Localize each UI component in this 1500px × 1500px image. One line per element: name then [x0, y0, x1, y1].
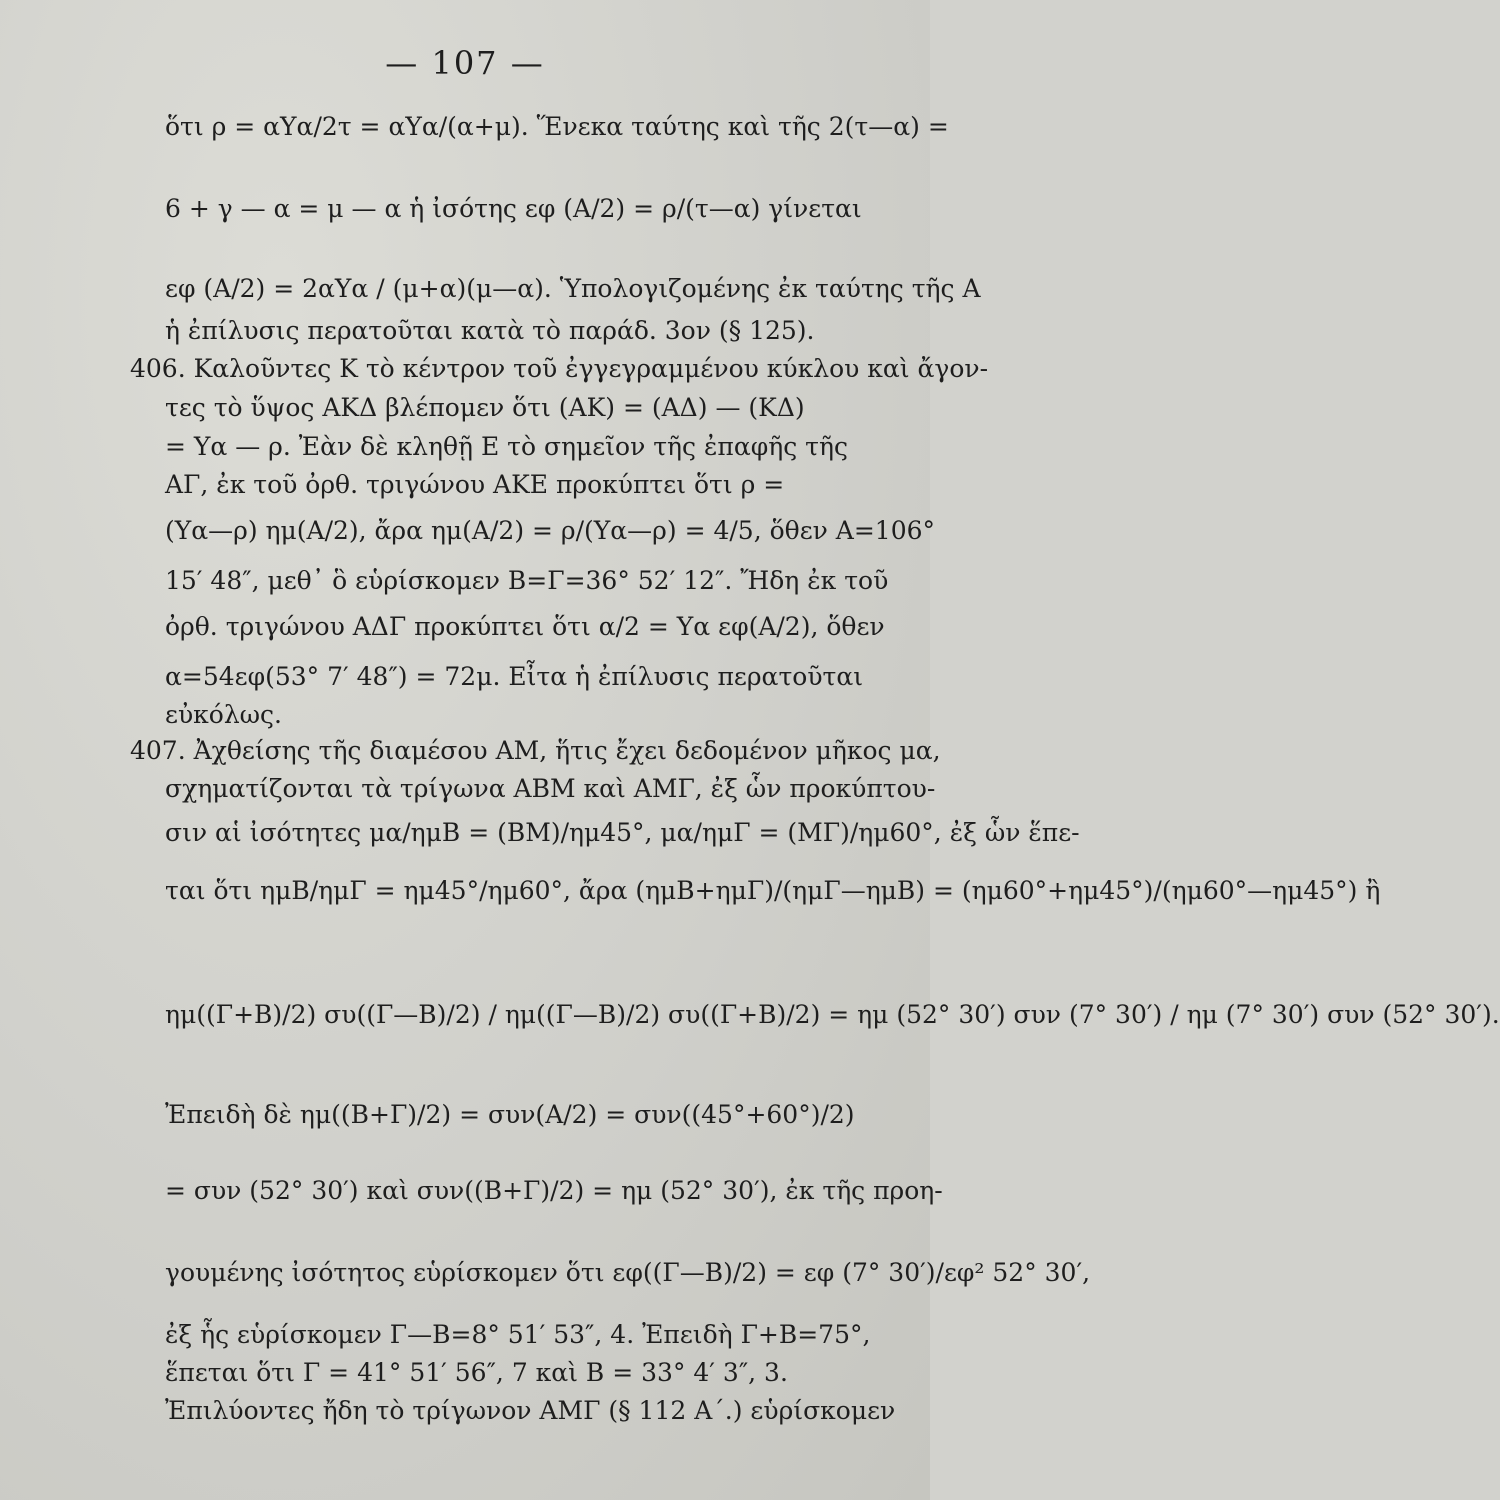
text-line-16: σιν αἱ ἰσότητες μα/ημΒ = (ΒΜ)/ημ45°, μα/ημΓ = (ΜΓ)/ημ60°, ἐξ ὧν ἕπε- [165, 818, 1080, 847]
text-line-18: ημ((Γ+Β)/2) συ((Γ—Β)/2) / ημ((Γ—Β)/2) συ((Γ+Β)/2) = ημ (52° 30′) συν (7° 30′) / ημ (7° 30′) συν (52° 30′). [165, 1000, 1500, 1029]
text-line-1: ὅτι ρ = αΥα/2τ = αΥα/(α+μ). Ἕνεκα ταύτης καὶ τῆς 2(τ—α) = [165, 112, 949, 141]
text-line-15: σχηματίζονται τὰ τρίγωνα ΑΒΜ καὶ ΑΜΓ, ἐξ ὧν προκύπτου- [165, 774, 936, 803]
text-line-4: ἡ ἐπίλυσις περατοῦται κατὰ τὸ παράδ. 3ον (§ 125). [165, 316, 815, 345]
text-line-8: ΑΓ, ἐκ τοῦ ὀρθ. τριγώνου ΑΚΕ προκύπτει ὅτι ρ = [165, 470, 785, 499]
text-line-11: ὀρθ. τριγώνου ΑΔΓ προκύπτει ὅτι α/2 = Υα εφ(Α/2), ὅθεν [165, 612, 885, 641]
text-line-19: Ἐπειδὴ δὲ ημ((Β+Γ)/2) = συν(Α/2) = συν((45°+60°)/2) [165, 1100, 855, 1129]
text-line-13: εὐκόλως. [165, 700, 283, 729]
text-line-7: = Υα — ρ. Ἐὰν δὲ κληθῇ Ε τὸ σημεῖον τῆς ἐπαφῆς τῆς [165, 432, 848, 461]
text-line-10: 15′ 48″, μεθ᾽ ὃ εὑρίσκομεν Β=Γ=36° 52′ 12″. Ἤδη ἐκ τοῦ [165, 566, 889, 595]
text-line-5: 406. Καλοῦντες Κ τὸ κέντρον τοῦ ἐγγεγραμμένου κύκλου καὶ ἄγον- [130, 354, 989, 383]
text-line-22: ἐξ ἧς εὑρίσκομεν Γ—Β=8° 51′ 53″, 4. Ἐπειδὴ Γ+Β=75°, [165, 1320, 871, 1349]
page-number: — 107 — [385, 44, 545, 82]
text-line-6: τες τὸ ὕψος ΑΚΔ βλέπομεν ὅτι (ΑΚ) = (ΑΔ) — (ΚΔ) [165, 393, 805, 422]
text-line-20: = συν (52° 30′) καὶ συν((Β+Γ)/2) = ημ (52° 30′), ἐκ τῆς προη- [165, 1176, 943, 1205]
text-line-3: εφ (Α/2) = 2αΥα / (μ+α)(μ—α). Ὑπολογιζομένης ἐκ ταύτης τῆς Α [165, 274, 981, 303]
text-line-12: α=54εφ(53° 7′ 48″) = 72μ. Εἶτα ἡ ἐπίλυσις περατοῦται [165, 662, 864, 691]
text-line-24: Ἐπιλύοντες ἤδη τὸ τρίγωνον ΑΜΓ (§ 112 Α΄.) εὑρίσκομεν [165, 1396, 896, 1425]
text-line-14: 407. Ἀχθείσης τῆς διαμέσου ΑΜ, ἥτις ἔχει δεδομένον μῆκος μα, [130, 736, 941, 765]
text-line-2: 6 + γ — α = μ — α ἡ ἰσότης εφ (Α/2) = ρ/(τ—α) γίνεται [165, 194, 862, 223]
text-line-21: γουμένης ἰσότητος εὑρίσκομεν ὅτι εφ((Γ—Β)/2) = εφ (7° 30′)/εφ² 52° 30′, [165, 1258, 1091, 1287]
text-line-17: ται ὅτι ημΒ/ημΓ = ημ45°/ημ60°, ἄρα (ημΒ+ημΓ)/(ημΓ—ημΒ) = (ημ60°+ημ45°)/(ημ60°—ημ45°) ἢ [165, 876, 1381, 905]
text-line-23: ἕπεται ὅτι Γ = 41° 51′ 56″, 7 καὶ Β = 33° 4′ 3″, 3. [165, 1358, 788, 1387]
text-line-9: (Υα—ρ) ημ(Α/2), ἄρα ημ(Α/2) = ρ/(Υα—ρ) = 4/5, ὅθεν Α=106° [165, 516, 936, 545]
